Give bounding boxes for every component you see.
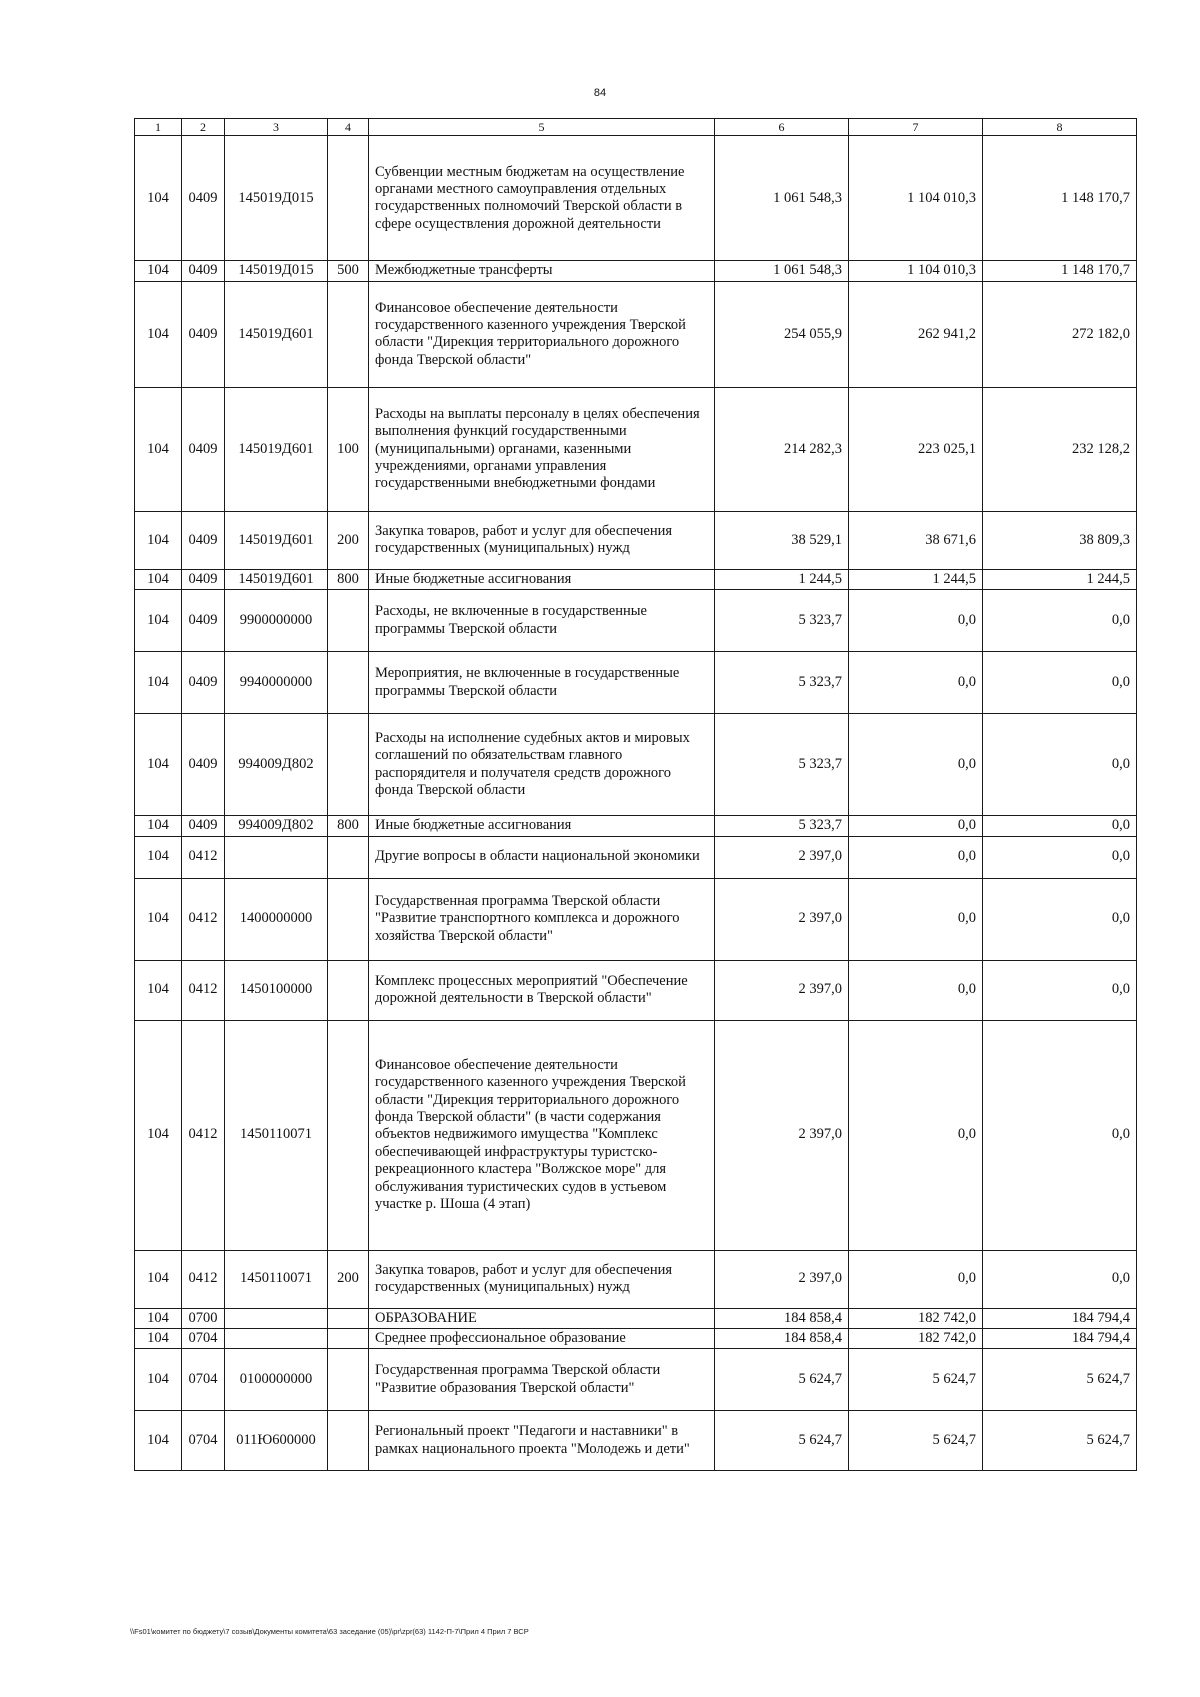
admin-code-cell: 104 bbox=[135, 590, 182, 652]
header-cell: 8 bbox=[983, 119, 1137, 136]
amount-year1-cell: 214 282,3 bbox=[715, 387, 849, 511]
amount-year1-cell: 2 397,0 bbox=[715, 836, 849, 878]
item-name-cell: Межбюджетные трансферты bbox=[369, 261, 715, 281]
section-code-cell: 0704 bbox=[182, 1328, 225, 1348]
table-row bbox=[135, 590, 1137, 652]
target-article-cell bbox=[225, 836, 328, 878]
item-name-cell: Государственная программа Тверской области "Развитие транспортного комплекса и дорожного хозяйства Тверской области" bbox=[369, 878, 715, 960]
expense-type-cell: 200 bbox=[328, 511, 369, 569]
header-cell: 5 bbox=[369, 119, 715, 136]
section-code-cell: 0409 bbox=[182, 136, 225, 261]
item-name-cell: Мероприятия, не включенные в государственные программы Тверской области bbox=[369, 652, 715, 714]
amount-year3-cell: 0,0 bbox=[983, 1250, 1137, 1308]
expense-type-cell bbox=[328, 136, 369, 261]
item-name-cell: Финансовое обеспечение деятельности государственного казенного учреждения Тверской области "Дирекция территориального дорожного фонда Тверской области" (в части содержания объектов недвижимого имущества "Комплекс обеспечивающей инфраструктуры туристско-рекреационного кластера "Волжское море" для обслуживания туристических судов в устьевом участке р. Шоша (4 этап) bbox=[369, 1020, 715, 1250]
expense-type-cell bbox=[328, 281, 369, 387]
item-name-cell: Среднее профессиональное образование bbox=[369, 1328, 715, 1348]
amount-year2-cell: 5 624,7 bbox=[849, 1349, 983, 1411]
amount-year2-cell: 5 624,7 bbox=[849, 1411, 983, 1471]
admin-code-cell: 104 bbox=[135, 281, 182, 387]
amount-year1-cell: 5 624,7 bbox=[715, 1349, 849, 1411]
amount-year2-cell: 0,0 bbox=[849, 836, 983, 878]
amount-year2-cell: 0,0 bbox=[849, 652, 983, 714]
amount-year2-cell: 38 671,6 bbox=[849, 511, 983, 569]
section-code-cell: 0412 bbox=[182, 960, 225, 1020]
amount-year3-cell: 1 148 170,7 bbox=[983, 136, 1137, 261]
amount-year1-cell: 1 244,5 bbox=[715, 569, 849, 589]
amount-year3-cell: 5 624,7 bbox=[983, 1411, 1137, 1471]
expense-type-cell bbox=[328, 714, 369, 816]
amount-year2-cell: 0,0 bbox=[849, 714, 983, 816]
item-name-cell: Региональный проект "Педагоги и наставники" в рамках национального проекта "Молодежь и дети" bbox=[369, 1411, 715, 1471]
section-code-cell: 0409 bbox=[182, 816, 225, 836]
amount-year3-cell: 0,0 bbox=[983, 816, 1137, 836]
amount-year1-cell: 2 397,0 bbox=[715, 1250, 849, 1308]
target-article-cell: 994009Д802 bbox=[225, 714, 328, 816]
amount-year3-cell: 38 809,3 bbox=[983, 511, 1137, 569]
amount-year1-cell: 2 397,0 bbox=[715, 878, 849, 960]
item-name-cell: Закупка товаров, работ и услуг для обеспечения государственных (муниципальных) нужд bbox=[369, 1250, 715, 1308]
amount-year2-cell: 223 025,1 bbox=[849, 387, 983, 511]
expense-type-cell bbox=[328, 1020, 369, 1250]
amount-year2-cell: 0,0 bbox=[849, 816, 983, 836]
section-code-cell: 0409 bbox=[182, 511, 225, 569]
table-row bbox=[135, 836, 1137, 878]
target-article-cell: 145019Д601 bbox=[225, 281, 328, 387]
table-row bbox=[135, 1308, 1137, 1328]
admin-code-cell: 104 bbox=[135, 1328, 182, 1348]
amount-year3-cell: 184 794,4 bbox=[983, 1328, 1137, 1348]
admin-code-cell: 104 bbox=[135, 136, 182, 261]
amount-year1-cell: 5 323,7 bbox=[715, 816, 849, 836]
amount-year2-cell: 1 104 010,3 bbox=[849, 261, 983, 281]
expense-type-cell: 500 bbox=[328, 261, 369, 281]
amount-year1-cell: 2 397,0 bbox=[715, 960, 849, 1020]
header-cell: 4 bbox=[328, 119, 369, 136]
section-code-cell: 0409 bbox=[182, 387, 225, 511]
expense-type-cell: 800 bbox=[328, 816, 369, 836]
amount-year3-cell: 0,0 bbox=[983, 1020, 1137, 1250]
expense-type-cell bbox=[328, 878, 369, 960]
table-row bbox=[135, 281, 1137, 387]
footer-file-path: \\Fs01\комитет по бюджету\7 созыв\Документы комитета\63 заседание (05)\pr\zpr(63) 1142-П-7\Прил 4 Прил 7 ВСР bbox=[130, 1627, 529, 1636]
item-name-cell: Расходы, не включенные в государственные программы Тверской области bbox=[369, 590, 715, 652]
amount-year3-cell: 184 794,4 bbox=[983, 1308, 1137, 1328]
header-cell: 1 bbox=[135, 119, 182, 136]
amount-year2-cell: 1 244,5 bbox=[849, 569, 983, 589]
amount-year3-cell: 0,0 bbox=[983, 590, 1137, 652]
amount-year3-cell: 1 148 170,7 bbox=[983, 261, 1137, 281]
item-name-cell: Расходы на исполнение судебных актов и мировых соглашений по обязательствам главного распорядителя и получателя средств дорожного фонда Тверской области bbox=[369, 714, 715, 816]
section-code-cell: 0700 bbox=[182, 1308, 225, 1328]
amount-year3-cell: 0,0 bbox=[983, 836, 1137, 878]
admin-code-cell: 104 bbox=[135, 1411, 182, 1471]
admin-code-cell: 104 bbox=[135, 511, 182, 569]
amount-year3-cell: 0,0 bbox=[983, 714, 1137, 816]
section-code-cell: 0409 bbox=[182, 590, 225, 652]
item-name-cell: Расходы на выплаты персоналу в целях обеспечения выполнения функций государственными (муниципальными) органами, казенными учреждениями, органами управления государственными внебюджетными фондами bbox=[369, 387, 715, 511]
expense-type-cell bbox=[328, 1308, 369, 1328]
target-article-cell: 1450110071 bbox=[225, 1250, 328, 1308]
header-cell: 7 bbox=[849, 119, 983, 136]
budget-table bbox=[134, 118, 1137, 1471]
section-code-cell: 0412 bbox=[182, 1250, 225, 1308]
admin-code-cell: 104 bbox=[135, 1308, 182, 1328]
section-code-cell: 0412 bbox=[182, 1020, 225, 1250]
target-article-cell: 1450100000 bbox=[225, 960, 328, 1020]
section-code-cell: 0409 bbox=[182, 281, 225, 387]
amount-year1-cell: 184 858,4 bbox=[715, 1308, 849, 1328]
admin-code-cell: 104 bbox=[135, 960, 182, 1020]
amount-year2-cell: 0,0 bbox=[849, 960, 983, 1020]
item-name-cell: Комплекс процессных мероприятий "Обеспечение дорожной деятельности в Тверской области" bbox=[369, 960, 715, 1020]
column-number-header-row bbox=[135, 119, 1137, 136]
expense-type-cell bbox=[328, 1349, 369, 1411]
amount-year3-cell: 0,0 bbox=[983, 878, 1137, 960]
table-row bbox=[135, 878, 1137, 960]
expense-type-cell bbox=[328, 1328, 369, 1348]
amount-year3-cell: 5 624,7 bbox=[983, 1349, 1137, 1411]
amount-year1-cell: 5 624,7 bbox=[715, 1411, 849, 1471]
item-name-cell: ОБРАЗОВАНИЕ bbox=[369, 1308, 715, 1328]
amount-year1-cell: 184 858,4 bbox=[715, 1328, 849, 1348]
target-article-cell: 145019Д601 bbox=[225, 387, 328, 511]
table-row bbox=[135, 1328, 1137, 1348]
amount-year3-cell: 0,0 bbox=[983, 960, 1137, 1020]
table-row bbox=[135, 136, 1137, 261]
section-code-cell: 0409 bbox=[182, 569, 225, 589]
admin-code-cell: 104 bbox=[135, 1020, 182, 1250]
amount-year2-cell: 182 742,0 bbox=[849, 1308, 983, 1328]
amount-year3-cell: 0,0 bbox=[983, 652, 1137, 714]
expense-type-cell bbox=[328, 652, 369, 714]
admin-code-cell: 104 bbox=[135, 816, 182, 836]
amount-year1-cell: 1 061 548,3 bbox=[715, 136, 849, 261]
target-article-cell bbox=[225, 1308, 328, 1328]
expense-type-cell bbox=[328, 1411, 369, 1471]
table-row bbox=[135, 1250, 1137, 1308]
amount-year1-cell: 254 055,9 bbox=[715, 281, 849, 387]
amount-year2-cell: 0,0 bbox=[849, 590, 983, 652]
section-code-cell: 0412 bbox=[182, 836, 225, 878]
amount-year2-cell: 0,0 bbox=[849, 878, 983, 960]
target-article-cell: 9940000000 bbox=[225, 652, 328, 714]
header-cell: 2 bbox=[182, 119, 225, 136]
admin-code-cell: 104 bbox=[135, 1250, 182, 1308]
amount-year2-cell: 1 104 010,3 bbox=[849, 136, 983, 261]
table-row bbox=[135, 714, 1137, 816]
section-code-cell: 0409 bbox=[182, 261, 225, 281]
amount-year3-cell: 232 128,2 bbox=[983, 387, 1137, 511]
amount-year1-cell: 1 061 548,3 bbox=[715, 261, 849, 281]
expense-type-cell bbox=[328, 836, 369, 878]
table-row bbox=[135, 1411, 1137, 1471]
amount-year2-cell: 262 941,2 bbox=[849, 281, 983, 387]
item-name-cell: Иные бюджетные ассигнования bbox=[369, 569, 715, 589]
target-article-cell bbox=[225, 1328, 328, 1348]
expense-type-cell bbox=[328, 590, 369, 652]
expense-type-cell: 800 bbox=[328, 569, 369, 589]
table-row bbox=[135, 960, 1137, 1020]
target-article-cell: 1450110071 bbox=[225, 1020, 328, 1250]
amount-year1-cell: 38 529,1 bbox=[715, 511, 849, 569]
table-row bbox=[135, 1349, 1137, 1411]
table-row bbox=[135, 1020, 1137, 1250]
item-name-cell: Государственная программа Тверской области "Развитие образования Тверской области" bbox=[369, 1349, 715, 1411]
admin-code-cell: 104 bbox=[135, 1349, 182, 1411]
admin-code-cell: 104 bbox=[135, 569, 182, 589]
amount-year1-cell: 5 323,7 bbox=[715, 714, 849, 816]
section-code-cell: 0409 bbox=[182, 652, 225, 714]
table-row bbox=[135, 816, 1137, 836]
admin-code-cell: 104 bbox=[135, 261, 182, 281]
table-row bbox=[135, 387, 1137, 511]
item-name-cell: Финансовое обеспечение деятельности государственного казенного учреждения Тверской области "Дирекция территориального дорожного фонда Тверской области" bbox=[369, 281, 715, 387]
admin-code-cell: 104 bbox=[135, 652, 182, 714]
amount-year2-cell: 182 742,0 bbox=[849, 1328, 983, 1348]
target-article-cell: 011Ю600000 bbox=[225, 1411, 328, 1471]
item-name-cell: Закупка товаров, работ и услуг для обеспечения государственных (муниципальных) нужд bbox=[369, 511, 715, 569]
section-code-cell: 0412 bbox=[182, 878, 225, 960]
header-cell: 6 bbox=[715, 119, 849, 136]
section-code-cell: 0704 bbox=[182, 1411, 225, 1471]
target-article-cell: 145019Д015 bbox=[225, 261, 328, 281]
item-name-cell: Иные бюджетные ассигнования bbox=[369, 816, 715, 836]
expense-type-cell: 200 bbox=[328, 1250, 369, 1308]
table-row bbox=[135, 511, 1137, 569]
amount-year1-cell: 2 397,0 bbox=[715, 1020, 849, 1250]
table-row bbox=[135, 261, 1137, 281]
target-article-cell: 145019Д601 bbox=[225, 511, 328, 569]
item-name-cell: Субвенции местным бюджетам на осуществление органами местного самоуправления отдельных государственных полномочий Тверской области в сфере осуществления дорожной деятельности bbox=[369, 136, 715, 261]
admin-code-cell: 104 bbox=[135, 878, 182, 960]
expense-type-cell: 100 bbox=[328, 387, 369, 511]
amount-year1-cell: 5 323,7 bbox=[715, 652, 849, 714]
amount-year2-cell: 0,0 bbox=[849, 1020, 983, 1250]
amount-year1-cell: 5 323,7 bbox=[715, 590, 849, 652]
section-code-cell: 0704 bbox=[182, 1349, 225, 1411]
amount-year3-cell: 272 182,0 bbox=[983, 281, 1137, 387]
page-number: 84 bbox=[593, 87, 607, 99]
admin-code-cell: 104 bbox=[135, 836, 182, 878]
amount-year3-cell: 1 244,5 bbox=[983, 569, 1137, 589]
amount-year2-cell: 0,0 bbox=[849, 1250, 983, 1308]
header-cell: 3 bbox=[225, 119, 328, 136]
target-article-cell: 994009Д802 bbox=[225, 816, 328, 836]
item-name-cell: Другие вопросы в области национальной экономики bbox=[369, 836, 715, 878]
expense-type-cell bbox=[328, 960, 369, 1020]
target-article-cell: 1400000000 bbox=[225, 878, 328, 960]
target-article-cell: 9900000000 bbox=[225, 590, 328, 652]
target-article-cell: 145019Д601 bbox=[225, 569, 328, 589]
admin-code-cell: 104 bbox=[135, 714, 182, 816]
target-article-cell: 0100000000 bbox=[225, 1349, 328, 1411]
admin-code-cell: 104 bbox=[135, 387, 182, 511]
table-row bbox=[135, 569, 1137, 589]
section-code-cell: 0409 bbox=[182, 714, 225, 816]
target-article-cell: 145019Д015 bbox=[225, 136, 328, 261]
table-row bbox=[135, 652, 1137, 714]
